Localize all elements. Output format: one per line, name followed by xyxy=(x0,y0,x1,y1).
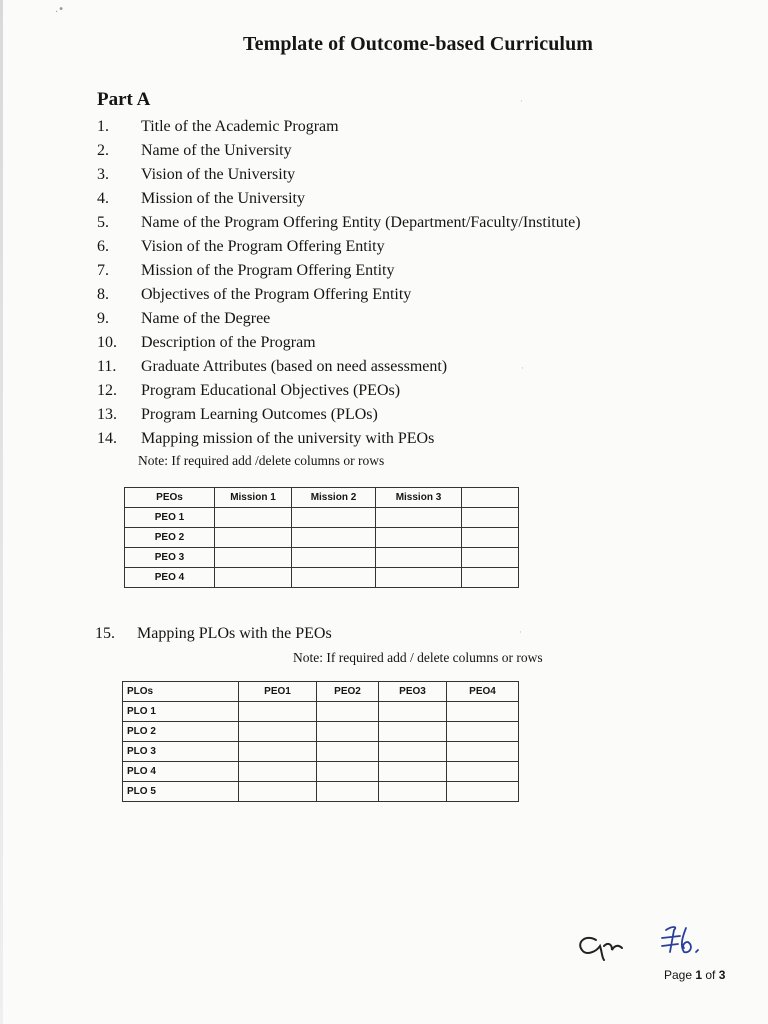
row-label: PLO 5 xyxy=(123,782,239,802)
scan-speck: · xyxy=(521,364,524,374)
item-text: Mapping mission of the university with PEOs xyxy=(141,430,435,447)
header-cell: PEOs xyxy=(125,488,215,508)
table-row xyxy=(123,702,519,722)
item-text: Graduate Attributes (based on need assessment) xyxy=(141,358,448,375)
table-cell xyxy=(292,508,376,528)
item-number: 12. xyxy=(97,382,117,399)
table-row xyxy=(125,548,519,568)
item-text: Vision of the Program Offering Entity xyxy=(141,238,385,255)
document-title: Template of Outcome-based Curriculum xyxy=(243,33,594,55)
table-cell xyxy=(317,762,379,782)
item-text: Description of the Program xyxy=(141,334,316,351)
item-text: Objectives of the Program Offering Entity xyxy=(141,286,412,303)
table-cell xyxy=(447,722,519,742)
table-cell xyxy=(317,702,379,722)
item-number: 2. xyxy=(97,142,109,159)
row-label: PEO 4 xyxy=(125,568,215,588)
item-number: 8. xyxy=(97,286,109,303)
table-cell xyxy=(447,742,519,762)
item-text: Program Educational Objectives (PEOs) xyxy=(141,382,401,399)
item-number: 9. xyxy=(97,310,109,327)
plo-peo-table xyxy=(122,681,519,802)
item-text: Mapping PLOs with the PEOs xyxy=(137,625,332,642)
item-number: 7. xyxy=(97,262,109,279)
header-cell: Mission 2 xyxy=(292,488,376,508)
table-cell xyxy=(379,742,447,762)
item-text: Name of the Program Offering Entity (Department/Faculty/Institute) xyxy=(141,214,581,231)
item-text: Mission of the University xyxy=(141,190,305,207)
table-cell xyxy=(215,568,292,588)
table-cell xyxy=(376,508,462,528)
header-cell: Mission 3 xyxy=(376,488,462,508)
scan-speck: · xyxy=(519,628,522,638)
item-number: 10. xyxy=(97,334,117,351)
page-number: Page 1 of 3 xyxy=(664,968,726,982)
item-number: 1. xyxy=(97,118,109,135)
table-cell xyxy=(239,722,317,742)
table-row xyxy=(123,762,519,782)
row-label: PLO 4 xyxy=(123,762,239,782)
part-a-heading: Part A xyxy=(97,89,151,110)
table-cell xyxy=(215,548,292,568)
handwritten-signature xyxy=(574,916,734,966)
table-row xyxy=(125,568,519,588)
item-text: Program Learning Outcomes (PLOs) xyxy=(141,406,378,423)
item-number: 3. xyxy=(97,166,109,183)
table-cell xyxy=(317,782,379,802)
table-cell xyxy=(447,782,519,802)
row-label: PLO 1 xyxy=(123,702,239,722)
mission-peo-table xyxy=(124,487,519,588)
table-header-row xyxy=(123,682,519,702)
scan-speck: .• xyxy=(55,4,65,15)
table-cell xyxy=(292,528,376,548)
table-cell xyxy=(239,742,317,762)
header-cell: PEO3 xyxy=(379,682,447,702)
item-text: Title of the Academic Program xyxy=(141,118,339,135)
table-cell xyxy=(379,762,447,782)
row-label: PLO 2 xyxy=(123,722,239,742)
header-cell: Mission 1 xyxy=(215,488,292,508)
header-cell: PEO4 xyxy=(447,682,519,702)
table-header-row xyxy=(125,488,519,508)
item-number: 14. xyxy=(97,430,117,447)
table-cell xyxy=(379,722,447,742)
page-edge-shadow xyxy=(0,0,3,1024)
table-row xyxy=(123,782,519,802)
item-number: 4. xyxy=(97,190,109,207)
table-row xyxy=(123,722,519,742)
header-cell: PEO1 xyxy=(239,682,317,702)
table-cell xyxy=(317,722,379,742)
row-label: PEO 3 xyxy=(125,548,215,568)
table-cell xyxy=(379,702,447,722)
table-cell xyxy=(462,508,519,528)
item-text: Name of the University xyxy=(141,142,292,159)
item-text: Vision of the University xyxy=(141,166,296,183)
table-cell xyxy=(376,528,462,548)
item-number: 15. xyxy=(95,625,115,642)
note-table-1: Note: If required add /delete columns or rows xyxy=(138,453,385,468)
scan-speck: · xyxy=(520,97,523,107)
table-cell xyxy=(292,568,376,588)
table-cell xyxy=(379,782,447,802)
table-cell xyxy=(447,762,519,782)
table-cell xyxy=(376,548,462,568)
item-number: 13. xyxy=(97,406,117,423)
table-cell xyxy=(462,528,519,548)
header-cell: PEO2 xyxy=(317,682,379,702)
note-table-2: Note: If required add / delete columns or rows xyxy=(293,650,543,665)
table-cell xyxy=(447,702,519,722)
item-number: 5. xyxy=(97,214,109,231)
table-cell xyxy=(462,568,519,588)
table-cell xyxy=(215,528,292,548)
table-cell xyxy=(462,548,519,568)
table-cell xyxy=(239,782,317,802)
table-row xyxy=(125,528,519,548)
item-number: 11. xyxy=(97,358,117,375)
table-cell xyxy=(239,702,317,722)
table-cell xyxy=(292,548,376,568)
table-cell xyxy=(376,568,462,588)
table-cell xyxy=(239,762,317,782)
row-label: PEO 2 xyxy=(125,528,215,548)
row-label: PEO 1 xyxy=(125,508,215,528)
table-cell xyxy=(317,742,379,762)
table-row xyxy=(123,742,519,762)
row-label: PLO 3 xyxy=(123,742,239,762)
header-cell: PLOs xyxy=(123,682,239,702)
table-cell xyxy=(215,508,292,528)
table-row xyxy=(125,508,519,528)
item-number: 6. xyxy=(97,238,109,255)
item-text: Name of the Degree xyxy=(141,310,271,327)
item-text: Mission of the Program Offering Entity xyxy=(141,262,395,279)
header-cell xyxy=(462,488,519,508)
